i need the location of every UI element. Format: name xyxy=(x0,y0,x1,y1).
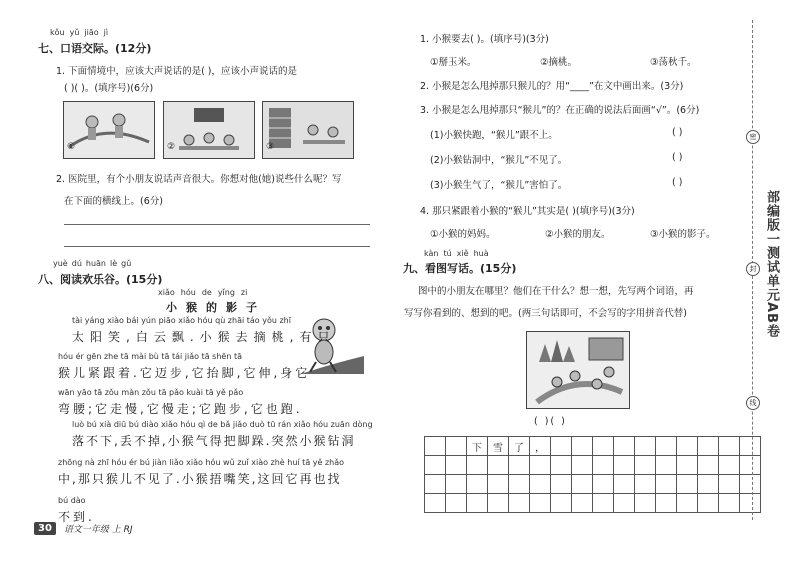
binding-seal-mark-1: 密 xyxy=(746,130,760,144)
library-illustration xyxy=(263,102,353,158)
q1-line2: ( )( )。(填序号)(6分) xyxy=(64,83,154,94)
grid-cell[interactable] xyxy=(425,475,446,494)
s9-title: 九、看图写话。(15分) xyxy=(403,262,517,275)
grid-cell[interactable]: 下 xyxy=(467,437,488,456)
grid-cell[interactable] xyxy=(719,494,740,513)
grid-cell[interactable] xyxy=(551,456,572,475)
scene-label-1: ① xyxy=(67,142,76,152)
grid-cell[interactable] xyxy=(425,494,446,513)
scene-label-3: ③ xyxy=(266,142,275,152)
page-footer xyxy=(34,522,133,535)
story-hanzi-line-3: 弯腰;它走慢,它慢走;它跑步,它也跑. xyxy=(58,402,303,416)
rq4-option-1[interactable]: ①小猴的妈妈。 xyxy=(430,229,496,240)
grid-cell[interactable] xyxy=(719,475,740,494)
grid-cell[interactable] xyxy=(698,456,719,475)
grid-cell[interactable] xyxy=(677,494,698,513)
grid-cell[interactable] xyxy=(551,494,572,513)
snow-scene-picture xyxy=(526,331,630,409)
grid-cell[interactable] xyxy=(572,456,593,475)
page-number: 30 xyxy=(34,522,56,535)
grid-cell[interactable] xyxy=(551,475,572,494)
grid-cell[interactable] xyxy=(572,437,593,456)
grid-cell[interactable] xyxy=(614,475,635,494)
scene-label-2: ② xyxy=(167,142,176,152)
rq3-text: 3. 小猴是怎么甩掉那只“猴儿”的？在正确的说法后面画“√”。(6分) xyxy=(420,105,700,116)
grid-cell[interactable] xyxy=(488,456,509,475)
rq4-text: 4. 那只紧跟着小猴的“猴儿”其实是( )(填序号)(3分) xyxy=(420,206,635,217)
story-hanzi-line-4: 落不下,丢不掉,小猴气得把脚跺.突然小猴钻洞 xyxy=(72,434,356,448)
grid-cell[interactable] xyxy=(530,494,551,513)
s7-title: 七、口语交际。(12分) xyxy=(38,42,152,55)
grid-cell[interactable] xyxy=(656,437,677,456)
rq4-option-3[interactable]: ③小猴的影子。 xyxy=(650,229,716,240)
series-vertical-title: 部编版一测试单元AB卷 xyxy=(764,190,779,338)
grid-cell[interactable] xyxy=(656,475,677,494)
q1-line1: 1. 下面情境中，应该大声说话的是( )，应该小声说话的是 xyxy=(56,66,298,77)
story-title-pinyin: xiǎo hóu de yǐng zi xyxy=(158,288,248,297)
grid-cell[interactable] xyxy=(719,456,740,475)
grid-cell[interactable] xyxy=(698,437,719,456)
story-title: 小 猴 的 影 子 xyxy=(166,301,257,314)
grid-cell[interactable] xyxy=(446,475,467,494)
story-pinyin-line-5: zhōng nà zhī hóu ér bú jiàn liǎo xiǎo hóu wǔ zuǐ xiào zhè huí tā yě zhǎo xyxy=(58,458,345,467)
grid-cell[interactable] xyxy=(593,456,614,475)
classroom-illustration xyxy=(164,102,254,158)
grid-cell[interactable] xyxy=(614,494,635,513)
s9-prompt-line1: 图中的小朋友在哪里？他们在干什么？想一想，先写两个词语，再 xyxy=(418,286,694,297)
grid-cell[interactable] xyxy=(635,475,656,494)
story-hanzi-line-5: 中,那只猴儿不见了.小猴捂嘴笑,这回它再也找 xyxy=(58,472,342,486)
rq3-answer-3[interactable]: ( ) xyxy=(672,177,683,188)
story-hanzi-line-2: 猴儿紧跟着.它迈步,它抬脚,它伸,身它 xyxy=(58,366,311,380)
rq3-item-1: (1)小猴快跑，“猴儿”跟不上。 xyxy=(430,130,558,141)
story-hanzi-line-1: 太阳笑,白云飘.小猴去摘桃,有只 xyxy=(72,330,336,344)
rq4-option-2[interactable]: ②小猴的朋友。 xyxy=(545,229,611,240)
answer-line-1[interactable] xyxy=(64,224,370,225)
scene-picture-2 xyxy=(163,101,255,159)
grid-cell[interactable] xyxy=(572,494,593,513)
footer-text: 语文一年级 上 RJ xyxy=(63,525,133,535)
rq3-answer-2[interactable]: ( ) xyxy=(672,152,683,163)
grid-cell[interactable] xyxy=(593,437,614,456)
grid-cell[interactable] xyxy=(488,494,509,513)
story-pinyin-line-2: hóu ér gēn zhe tā mài bù tā tái jiǎo tā shēn tā xyxy=(58,352,242,361)
scene-picture-3 xyxy=(262,101,354,159)
story-pinyin-line-3: wān yāo tā zǒu màn zǒu tā pǎo kuài tā yě pǎo xyxy=(58,388,244,397)
grid-cell[interactable] xyxy=(635,456,656,475)
grid-cell[interactable] xyxy=(509,494,530,513)
q2-line2: 在下面的横线上。(6分) xyxy=(64,196,163,207)
grid-cell[interactable] xyxy=(719,437,740,456)
grid-cell[interactable] xyxy=(698,475,719,494)
grid-cell[interactable] xyxy=(635,437,656,456)
rq3-answer-1[interactable]: ( ) xyxy=(672,127,683,138)
rq3-item-2: (2)小猴钻洞中，“猴儿”不见了。 xyxy=(430,155,568,166)
rq3-item-3: (3)小猴生气了，“猴儿”害怕了。 xyxy=(430,180,568,191)
grid-cell[interactable]: ， xyxy=(530,437,551,456)
answer-line-2[interactable] xyxy=(64,246,370,247)
grid-cell[interactable] xyxy=(425,437,446,456)
s7-title-pinyin: kǒu yǔ jiāo jì xyxy=(50,28,109,37)
grid-cell[interactable] xyxy=(446,494,467,513)
grid-cell[interactable]: 雪 xyxy=(488,437,509,456)
children-sliding-illustration xyxy=(64,102,154,158)
rq1-option-2[interactable]: ②摘桃。 xyxy=(540,57,578,68)
binding-seal-mark-2: 封 xyxy=(746,262,760,276)
writing-grid[interactable] xyxy=(424,436,761,513)
grid-cell[interactable] xyxy=(509,456,530,475)
rq2-text: 2. 小猴是怎么甩掉那只猴儿的？用“____”在文中画出来。(3分) xyxy=(420,81,684,92)
scene-picture-1 xyxy=(63,101,155,159)
grid-cell[interactable] xyxy=(677,437,698,456)
grid-cell[interactable] xyxy=(677,456,698,475)
rq1-option-1[interactable]: ①掰玉米。 xyxy=(430,57,477,68)
grid-cell[interactable]: 了 xyxy=(509,437,530,456)
s9-title-pinyin: kàn tú xiě huà xyxy=(424,249,489,258)
binding-strip xyxy=(746,0,800,566)
s8-title-pinyin: yuè dú huān lè gǔ xyxy=(53,259,132,268)
grid-cell[interactable] xyxy=(614,437,635,456)
s9-prompt-line2: 写写你看到的、想到的吧。(两三句话即可，不会写的字用拼音代替) xyxy=(404,308,687,319)
grid-cell[interactable] xyxy=(467,475,488,494)
binding-seal-mark-3: 线 xyxy=(746,396,760,410)
grid-cell[interactable] xyxy=(488,475,509,494)
grid-cell[interactable] xyxy=(677,475,698,494)
story-pinyin-line-6: bú dào xyxy=(58,496,86,505)
grid-cell[interactable] xyxy=(656,456,677,475)
grid-cell[interactable] xyxy=(425,456,446,475)
story-pinyin-line-4: luò bú xià diū bú diào xiǎo hóu qì de bǎ jiǎo duò tū rán xiǎo hóu zuān dòng xyxy=(72,420,373,429)
grid-cell[interactable] xyxy=(530,456,551,475)
rq1-text: 1. 小猴要去( )。(填序号)(3分) xyxy=(420,34,549,45)
story-hanzi-line-6: 不到. xyxy=(58,510,95,524)
grid-cell[interactable] xyxy=(698,494,719,513)
grid-cell[interactable] xyxy=(572,475,593,494)
s9-word-blanks[interactable]: ( )( ) xyxy=(534,416,567,427)
q2-line1: 2. 医院里，有个小朋友说话声音很大。你想对他(她)说些什么呢？写 xyxy=(56,174,342,185)
children-in-snow-illustration xyxy=(527,332,629,408)
grid-cell[interactable] xyxy=(509,475,530,494)
grid-cell[interactable] xyxy=(614,456,635,475)
grid-cell[interactable] xyxy=(446,437,467,456)
grid-cell[interactable] xyxy=(551,437,572,456)
grid-cell[interactable] xyxy=(656,494,677,513)
story-pinyin-line-1: tài yáng xiào bái yún piāo xiǎo hóu qù zhāi táo yǒu zhī xyxy=(72,316,291,325)
grid-cell[interactable] xyxy=(635,494,656,513)
grid-cell[interactable] xyxy=(446,456,467,475)
grid-cell[interactable] xyxy=(467,494,488,513)
s8-title: 八、阅读欢乐谷。(15分) xyxy=(38,273,163,286)
grid-cell[interactable] xyxy=(593,494,614,513)
grid-cell[interactable] xyxy=(593,475,614,494)
grid-cell[interactable] xyxy=(467,456,488,475)
grid-cell[interactable] xyxy=(530,475,551,494)
rq1-option-3[interactable]: ③荡秋千。 xyxy=(650,57,697,68)
